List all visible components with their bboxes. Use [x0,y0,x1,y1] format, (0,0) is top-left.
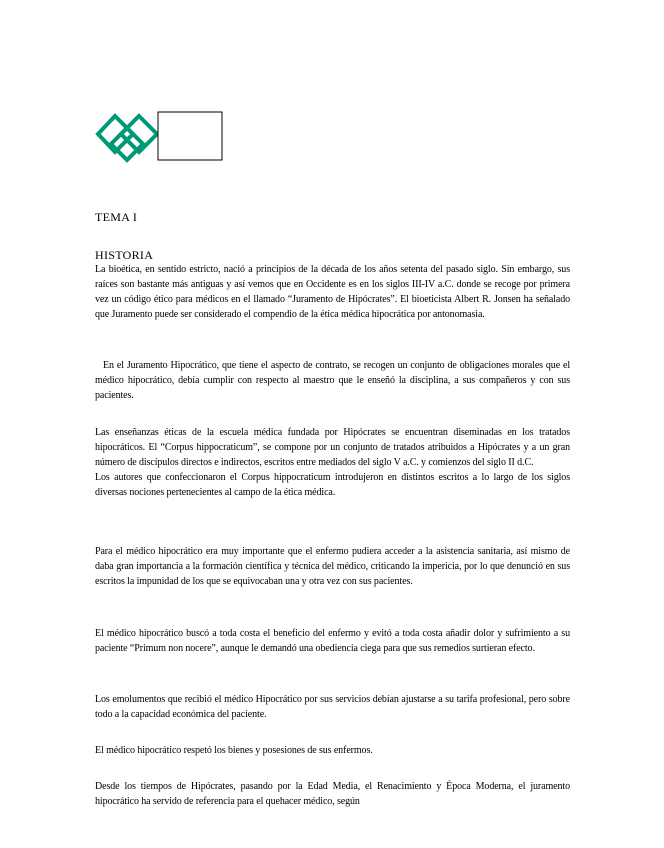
paragraph-5: Para el médico hipocrático era muy importante que el enfermo pudiera acceder a la asistencia sanitaria, así mismo de daba gran importancia a la formación científica y técnica del médico, criticando la impericia, por lo que denunció en sus escritos la impunidad de los que se equivocaban una y otra vez con sus pacientes. [95,546,570,587]
paragraph-block-9 [95,779,570,809]
logo-box [158,112,222,160]
paragraph-block-6 [95,626,570,656]
tema-heading: TEMA I [95,210,138,224]
paragraph-3: Las enseñanzas éticas de la escuela médica fundada por Hipócrates se encuentran diseminadas en los tratados hipocráticos. El “Corpus hippocraticum”, se compone por un conjunto de tratados atribuidos a Hipócrates y a un gran número de discípulos directos e indirectos, escritos entre mediados del siglo V a.C. y comienzos del siglo II d.C. [95,427,570,468]
paragraph-block-5 [95,544,570,589]
document-tema-heading [95,210,570,224]
paragraph-1: La bioética, en sentido estricto, nació a principios de la década de los años setenta del pasado siglo. Sin embargo, sus raíces son bastante más antiguas y así vemos que en Occidente es en los siglos III-IV a.C. donde se recoge por primera vez un código ético para médicos en el llamado “Juramento de Hipócrates”. El bioeticista Albert R. Jonsen ha señalado que Juramento puede ser considerado el compendio de la ética médica hipocrática por antonomasia. [95,264,570,320]
paragraph-2: En el Juramento Hipocrático, que tiene el aspecto de contrato, se recogen un conjunto de obligaciones morales que el médico hipocrático, debía cumplir con respecto al maestro que le enseñó la disciplina, a sus compañeros y con sus pacientes. [95,360,570,401]
paragraph-9: Desde los tiempos de Hipócrates, pasando por la Edad Media, el Renacimiento y Época Moderna, el juramento hipocrático ha servido de referencia para el quehacer médico, según [95,781,570,807]
logo-diamond-bottom [111,128,143,160]
paragraph-7: Los emolumentos que recibió el médico Hipocrático por sus servicios debían ajustarse a su tarifa profesional, pero sobre todo a la capacidad económica del paciente. [95,694,570,720]
paragraph-block-8 [95,743,570,758]
paragraph-6: El médico hipocrático buscó a toda costa el beneficio del enfermo y evitó a toda costa añadir dolor y sufrimiento a su paciente “Primum non nocere”, aunque le demandó una obediencia ciega para que sus remedios surtieran efecto. [95,628,570,654]
paragraph-block-2 [95,358,570,403]
paragraph-4: Los autores que confeccionaron el Corpus hippocraticum introdujeron en distintos escritos a lo largo de los siglos diversas nociones pertenecientes al campo de la ética médica. [95,472,570,498]
diamond-logo-icon [98,116,157,160]
paragraph-8: El médico hipocrático respetó los bienes y posesiones de sus enfermos. [95,745,373,756]
historia-section [95,248,570,322]
paragraph-block-3 [95,425,570,500]
historia-heading: HISTORIA [95,248,154,262]
paragraph-block-7 [95,692,570,722]
logo [95,110,225,165]
